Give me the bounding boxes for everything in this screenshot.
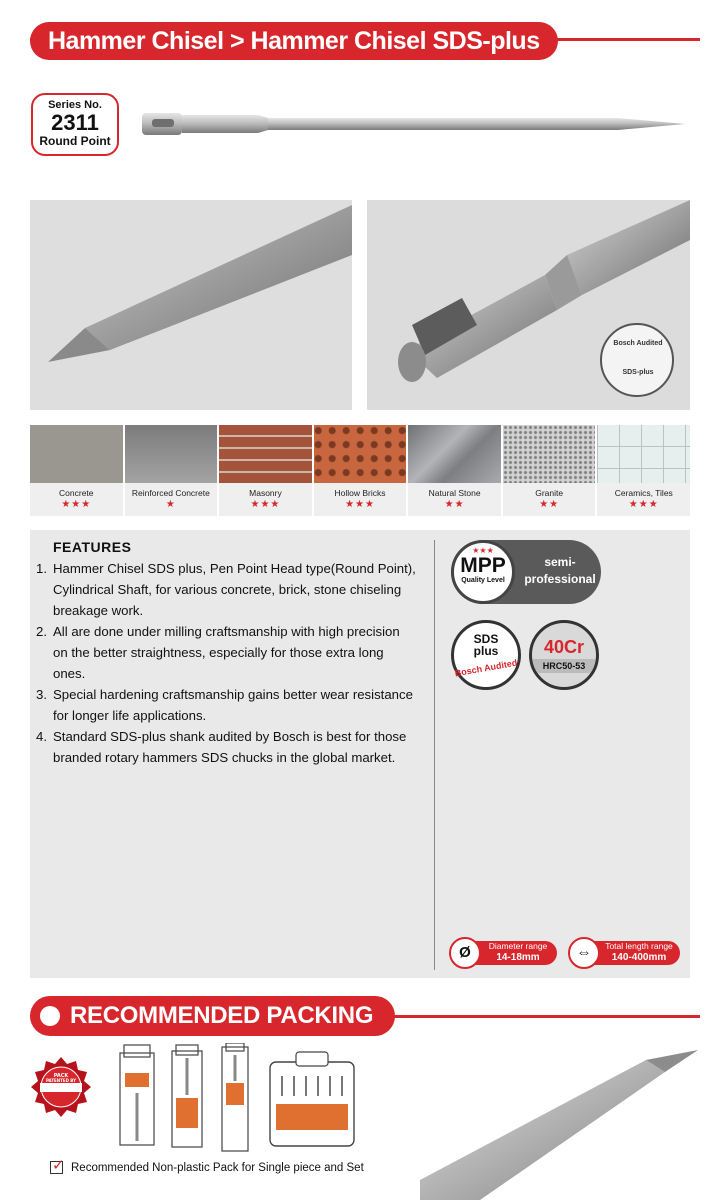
length-value: 140-400mm bbox=[611, 952, 667, 963]
feature-item bbox=[36, 726, 416, 768]
feature-item bbox=[36, 621, 416, 684]
feature-number: 4. bbox=[36, 729, 47, 744]
diameter-label: Diameter range bbox=[488, 941, 548, 951]
material-swatch bbox=[314, 425, 407, 483]
hardness: HRC50-53 bbox=[532, 659, 596, 673]
material-item bbox=[597, 425, 690, 516]
packing-note bbox=[50, 1157, 364, 1174]
seal-top: PACK bbox=[53, 1073, 69, 1079]
checkmark-icon: ✓ bbox=[52, 1157, 65, 1174]
bosch-audited-badge bbox=[607, 340, 669, 376]
feature-text: Special hardening craftsmanship gains better wear resistance for longer life applications. bbox=[53, 687, 413, 723]
materials-strip bbox=[30, 425, 690, 516]
material-swatch bbox=[30, 425, 123, 483]
mpp-label: MPP bbox=[460, 554, 506, 577]
feature-text: All are done under milling craftsmanship with high precision on the better straightness, especially for those extra long ones. bbox=[53, 624, 400, 681]
material-item bbox=[503, 425, 596, 516]
packing-chisel-image bbox=[420, 1040, 720, 1200]
feature-item bbox=[36, 684, 416, 726]
packing-box-illustration bbox=[266, 1050, 358, 1150]
mpp-stars: ★★★ bbox=[472, 546, 494, 555]
material-swatch bbox=[219, 425, 312, 483]
material-item bbox=[30, 425, 123, 516]
photo-chisel-tip bbox=[30, 200, 352, 410]
material-name: Concrete bbox=[59, 488, 94, 498]
feature-item bbox=[36, 558, 416, 621]
material-name: Reinforced Concrete bbox=[131, 488, 210, 498]
checkbox-icon bbox=[50, 1157, 65, 1174]
chisel-shank-illustration bbox=[367, 200, 690, 410]
material-rating: ★★★ bbox=[61, 499, 92, 510]
mpp-circle bbox=[451, 540, 515, 604]
features-panel bbox=[30, 530, 690, 978]
steel-grade: 40Cr bbox=[543, 637, 585, 657]
material-swatch bbox=[125, 425, 218, 483]
diameter-range-badge bbox=[449, 937, 557, 969]
packing-title: RECOMMENDED PACKING bbox=[30, 996, 395, 1036]
series-tag bbox=[31, 93, 119, 156]
sds-line2: plus bbox=[473, 644, 499, 658]
badge-top-text: Bosch Audited bbox=[613, 340, 663, 347]
badge-bottom-text: SDS-plus bbox=[622, 369, 654, 376]
material-rating: ★★ bbox=[539, 499, 560, 510]
material-name: Hollow Bricks bbox=[334, 488, 386, 498]
feature-number: 1. bbox=[36, 561, 47, 576]
material-rating: ★★★ bbox=[628, 499, 659, 510]
features-title: FEATURES bbox=[53, 539, 132, 555]
seal-mid: PATENTED BY bbox=[45, 1078, 77, 1083]
material-name: Ceramics, Tiles bbox=[614, 488, 673, 498]
material-grade-badge bbox=[529, 620, 599, 690]
mpp-quality-badge bbox=[451, 540, 601, 604]
feature-number: 2. bbox=[36, 624, 47, 639]
length-icon: ⇔ bbox=[568, 937, 600, 969]
sds-plus-badge bbox=[451, 620, 521, 690]
bullet-dot-icon bbox=[40, 1006, 60, 1026]
product-chisel-image bbox=[140, 108, 690, 142]
material-swatch bbox=[597, 425, 690, 483]
material-rating: ★★★ bbox=[250, 499, 281, 510]
material-rating: ★★ bbox=[444, 499, 465, 510]
feature-text: Hammer Chisel SDS plus, Pen Point Head type(Round Point), Cylindrical Shaft, for various concrete, brick, stone chiseling breakage work. bbox=[53, 561, 416, 618]
material-name: Granite bbox=[535, 488, 564, 498]
packing-note-text: Recommended Non-plastic Pack for Single piece and Set bbox=[71, 1161, 364, 1174]
diameter-value: 14-18mm bbox=[496, 952, 540, 963]
material-item bbox=[219, 425, 312, 516]
panel-divider bbox=[434, 540, 435, 970]
mpp-level: semi-professional bbox=[524, 555, 596, 586]
photo-chisel-shank bbox=[367, 200, 690, 410]
material-item bbox=[125, 425, 218, 516]
patent-seal-icon bbox=[30, 1056, 92, 1118]
material-name: Masonry bbox=[249, 488, 282, 498]
sds-line1: SDS bbox=[473, 632, 499, 646]
material-item bbox=[408, 425, 501, 516]
feature-number: 3. bbox=[36, 687, 47, 702]
breadcrumb: Hammer Chisel > Hammer Chisel SDS-plus bbox=[30, 22, 558, 60]
length-range-badge bbox=[568, 937, 680, 969]
material-name: Natural Stone bbox=[428, 488, 481, 498]
features-list bbox=[36, 558, 416, 768]
material-item bbox=[314, 425, 407, 516]
chisel-tip-illustration bbox=[30, 200, 352, 410]
mpp-sub: Quality Level bbox=[461, 577, 505, 584]
diameter-icon: Ø bbox=[449, 937, 481, 969]
material-rating: ★ bbox=[165, 499, 176, 510]
series-number: 2311 bbox=[51, 110, 99, 135]
feature-text: Standard SDS-plus shank audited by Bosch is best for those branded rotary hammers SDS chucks in the global market. bbox=[53, 729, 407, 765]
length-label: Total length range bbox=[605, 941, 673, 951]
material-swatch bbox=[408, 425, 501, 483]
series-name: Round Point bbox=[39, 134, 111, 148]
series-label: Series No. bbox=[48, 99, 102, 111]
material-rating: ★★★ bbox=[345, 499, 375, 510]
material-swatch bbox=[503, 425, 596, 483]
sds-line3: Bosch Audited bbox=[454, 657, 518, 679]
